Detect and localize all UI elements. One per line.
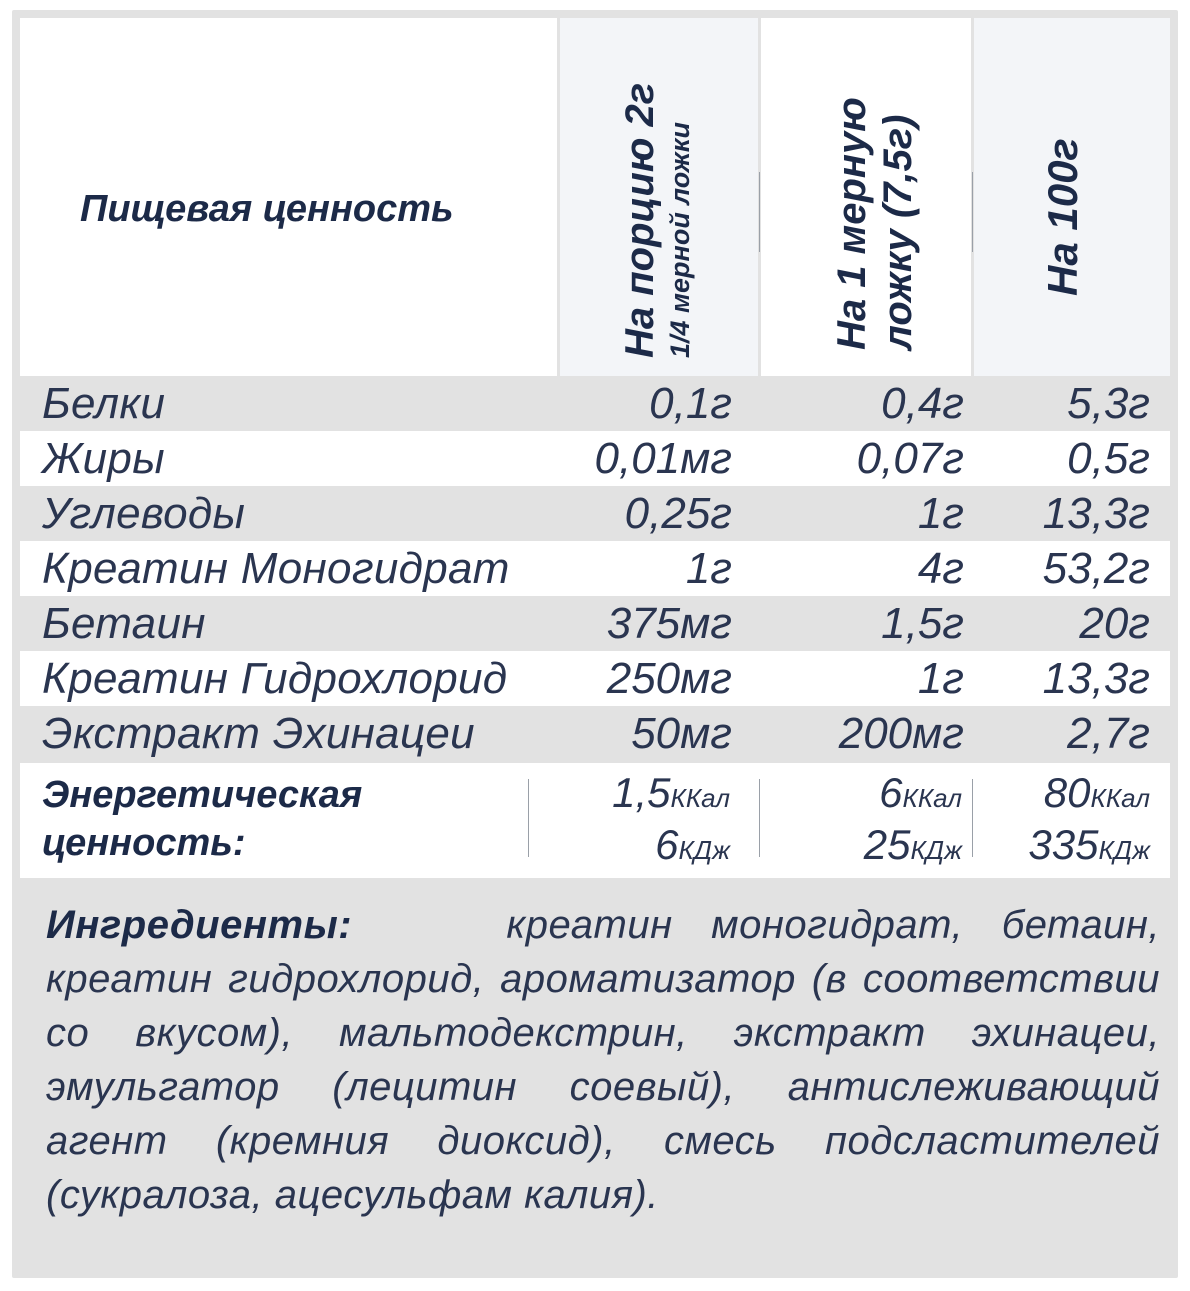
col1-heading: На порцию 2г [618,82,662,358]
energy-divider-1 [759,779,760,857]
row-name: Бетаин [42,599,206,648]
row-value-100g: 20г [1079,599,1150,648]
ingredients-block [46,898,1160,1222]
row-value-100g: 5,3г [1067,379,1150,428]
table-row [20,651,1170,706]
row-name: Креатин Моногидрат [42,544,510,593]
energy-100g-kj: 335КДж [1028,821,1150,868]
row-value-100g: 13,3г [1042,489,1150,538]
row-value-portion: 0,25г [624,489,732,538]
energy-divider-0 [528,779,529,857]
table-row [20,596,1170,651]
row-value-100g: 2,7г [1067,709,1150,758]
row-value-portion: 0,1г [649,379,732,428]
col1-subheading: 1/4 мерной ложки [665,122,695,358]
energy-label-line1: Энергетическая [42,774,363,816]
col2-subheading: ложку (7,5г) [876,114,920,350]
energy-divider-2 [972,779,973,857]
ingredients-text: креатин моногидрат, бетаин, креатин гидрохлорид, ароматизатор (в соответствии со вкусом), мальтодекстрин, экстракт эхинацеи, эмульгатор (лецитин соевый), антислеживающий агент (кремния диоксид), смесь подсластителей (сукралоза, ацесульфам калия). [46,903,1161,1217]
table-row [20,541,1170,596]
energy-label-line2: ценность: [42,822,246,864]
row-value-scoop: 1,5г [881,599,964,648]
row-value-scoop: 4г [917,544,964,593]
row-name: Углеводы [42,489,246,538]
row-value-portion: 250мг [606,654,732,703]
table-row [20,431,1170,486]
header-divider-2 [972,172,973,252]
row-value-100g: 13,3г [1042,654,1150,703]
row-value-scoop: 200мг [838,709,964,758]
col2-heading: На 1 мерную [830,97,874,350]
row-value-scoop: 1г [917,654,964,703]
row-value-portion: 375мг [606,599,732,648]
row-name: Экстракт Эхинацеи [42,709,475,758]
energy-row [20,763,1170,878]
energy-label [42,771,362,867]
row-name: Белки [42,379,166,428]
row-value-portion: 50мг [631,709,732,758]
col3-heading: На 100г [1039,138,1086,296]
nutrition-title: Пищевая ценность [80,188,454,230]
row-value-scoop: 1г [917,489,964,538]
row-value-100g: 0,5г [1067,434,1150,483]
row-value-portion: 1г [685,544,732,593]
energy-portion-kcal: 1,5ККал [612,769,730,816]
table-row [20,706,1170,761]
energy-portion-kj: 6КДж [655,821,730,868]
energy-100g-kcal: 80ККал [1043,769,1150,816]
energy-scoop-kj: 25КДж [863,821,962,868]
header-divider-1 [759,172,760,252]
ingredients-label: Ингредиенты: [46,903,353,947]
row-name: Жиры [42,434,165,483]
row-name: Креатин Гидрохлорид [42,654,508,703]
table-row [20,486,1170,541]
energy-scoop-kcal: 6ККал [879,769,962,816]
row-value-100g: 53,2г [1042,544,1150,593]
row-value-scoop: 0,07г [856,434,964,483]
row-value-scoop: 0,4г [881,379,964,428]
row-value-portion: 0,01мг [594,434,732,483]
table-row [20,376,1170,431]
